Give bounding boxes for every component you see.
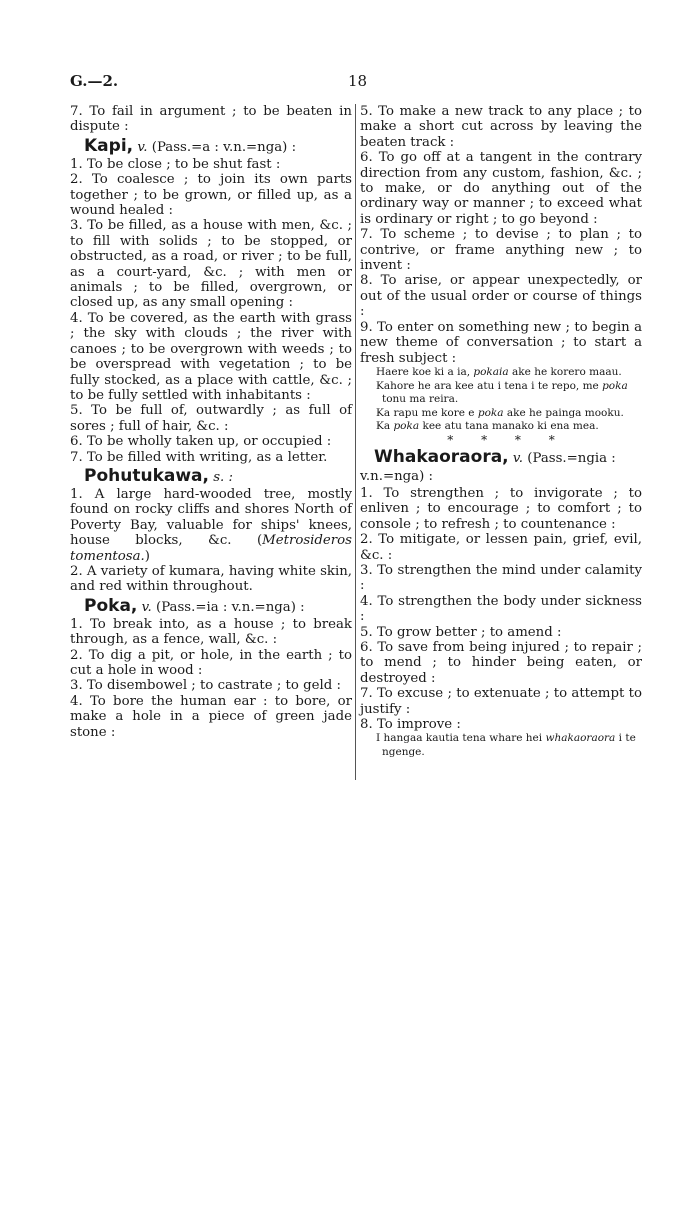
example-text: ake he painga mooku. bbox=[503, 406, 624, 419]
example-text: kee atu tana manako ki ena mea. bbox=[419, 420, 599, 433]
example-sentence bbox=[376, 380, 642, 407]
entry-sense: 5. To grow better ; to amend : bbox=[360, 624, 562, 640]
entry-sense: 6. To go off at a tangent in the contrary direction from any custom, fashion, &c. ; to make, or do anything out of the ordinary way or manner ; to exceed what is ordinary or right ; to go beyond : bbox=[360, 150, 642, 227]
botanical-name: Metrosideros tomentosa. bbox=[70, 533, 352, 564]
sense-text: ) bbox=[144, 548, 150, 564]
left-column bbox=[70, 104, 352, 740]
example-sentence bbox=[376, 366, 642, 380]
headword: Pohutukawa, bbox=[84, 465, 209, 486]
entry-sense: 6. To save from being injured ; to repair ; to mend ; to hinder being eaten, or destroyed : bbox=[360, 639, 642, 686]
headword: Poka, bbox=[84, 595, 138, 616]
sense-text: 1. A large hard-wooded tree, mostly found on rocky cliffs and shores North of Poverty Bay, valuable for ships' knees, house blocks, &c. ( bbox=[70, 486, 352, 549]
headword: Kapi, bbox=[84, 135, 134, 156]
entry-sense: 2. To mitigate, or lessen pain, grief, evil, &c. : bbox=[360, 532, 642, 563]
entry-sense: 4. To strengthen the body under sickness : bbox=[360, 593, 642, 625]
page-number: 18 bbox=[348, 72, 368, 90]
entry-sense: 1. To break into, as a house ; to break through, as a fence, wall, &c. : bbox=[70, 616, 352, 648]
example-keyword: pokaia bbox=[473, 365, 509, 378]
entry-sense: 4. To be covered, as the earth with grass ; the sky with clouds ; the river with canoes ; to be overgrown with weeds ; to be overspread with vegetation ; to be fully stocked, as a place with cattle, &c. ; to be fully settled with inhabitants : bbox=[70, 310, 352, 403]
example-text: Ka rapu me kore e bbox=[376, 406, 478, 419]
passive-form: (Pass.=a : v.n.=nga) : bbox=[151, 139, 297, 155]
entry-sense: 3. To strengthen the mind under calamity : bbox=[360, 562, 642, 594]
entry-heading-poka bbox=[70, 597, 352, 617]
entry-sense: 3. To be filled, as a house with men, &c. ; to fill with solids ; to be stopped, or obstructed, as a road, or river ; to be full, as a court-yard, &c. ; with men or animals ; to be filled, overgrown, or closed up, as any small opening : bbox=[70, 218, 352, 311]
example-text: ake he korero maau. bbox=[508, 365, 622, 378]
entry-sense: 5. To make a new track to any place ; to make a short cut across by leaving the beaten track : bbox=[360, 104, 642, 150]
example-text: Ka bbox=[376, 420, 394, 433]
example-text: tonu ma reira. bbox=[382, 393, 459, 406]
entry-sense: 9. To enter on something new ; to begin a new theme of conversation ; to start a fresh subject : bbox=[360, 319, 642, 366]
example-keyword: poka bbox=[602, 379, 628, 392]
example-keyword: poka bbox=[393, 420, 420, 433]
example-text: I hangaa kautia tena whare hei bbox=[376, 732, 546, 745]
example-text: Kahore he ara kee atu i tena i te repo, me bbox=[376, 379, 603, 392]
passive-form: (Pass.=ngia : v.n.=nga) : bbox=[360, 450, 616, 484]
entry-sense: 2. To dig a pit, or hole, in the earth ; to cut a hole in wood : bbox=[70, 647, 352, 678]
entry-sense: 7. To scheme ; to devise ; to plan ; to contrive, or frame anything new ; to invent : bbox=[360, 227, 642, 274]
example-sentence bbox=[376, 420, 642, 434]
entry-sense: 2. A variety of kumara, having white skin, and red within throughout. bbox=[70, 563, 352, 595]
example-text: i te ngenge. bbox=[382, 732, 636, 758]
entry-sense: 3. To disembowel ; to castrate ; to geld : bbox=[70, 678, 341, 694]
entry-sense: 6. To be wholly taken up, or occupied : bbox=[70, 434, 332, 450]
entry-sense: 8. To improve : bbox=[360, 716, 461, 732]
entry-sense: 1. To be close ; to be shut fast : bbox=[70, 156, 281, 172]
example-sentence bbox=[376, 732, 642, 759]
page-header bbox=[70, 72, 650, 92]
entry-heading-pohutukawa bbox=[70, 467, 352, 487]
entry-sense: 7. To fail in argument ; to be beaten in dispute : bbox=[70, 104, 352, 135]
part-of-speech: s. : bbox=[213, 469, 233, 485]
section-separator: * * * * bbox=[447, 432, 555, 447]
part-of-speech: v. bbox=[137, 139, 148, 155]
part-of-speech: v. bbox=[141, 599, 152, 615]
entry-heading-kapi bbox=[70, 137, 352, 157]
part-of-speech: v. bbox=[512, 450, 524, 466]
headword: Whakaoraora, bbox=[374, 446, 509, 467]
entry-sense: 8. To arise, or appear unexpectedly, or out of the usual order or course of things : bbox=[360, 273, 642, 320]
passive-form: (Pass.=ia : v.n.=nga) : bbox=[156, 599, 305, 615]
example-sentence bbox=[376, 407, 642, 421]
entry-sense: 7. To be filled with writing, as a letter. bbox=[70, 449, 328, 465]
entry-sense: 2. To coalesce ; to join its own parts together ; to be grown, or filled up, as a wound healed : bbox=[70, 172, 352, 219]
document-code: G.—2. bbox=[70, 72, 119, 90]
entry-sense: 7. To excuse ; to extenuate ; to attempt to justify : bbox=[360, 686, 642, 717]
entry-sense: 5. To be full of, outwardly ; as full of sores ; full of hair, &c. : bbox=[70, 403, 352, 434]
example-text: Haere koe ki a ia, bbox=[376, 365, 474, 378]
right-column bbox=[360, 104, 642, 760]
entry-sense: 4. To bore the human ear : to bore, or make a hole in a piece of green jade stone : bbox=[70, 693, 352, 740]
entry-sense bbox=[70, 487, 352, 564]
column-divider bbox=[355, 104, 356, 780]
example-keyword: poka bbox=[477, 406, 504, 419]
entry-heading-whakaoraora bbox=[360, 448, 642, 486]
example-keyword: whakaoraora bbox=[545, 732, 616, 745]
entry-sense: 1. To strengthen ; to invigorate ; to enliven ; to encourage ; to comfort ; to console ; to refresh ; to countenance : bbox=[360, 485, 642, 532]
